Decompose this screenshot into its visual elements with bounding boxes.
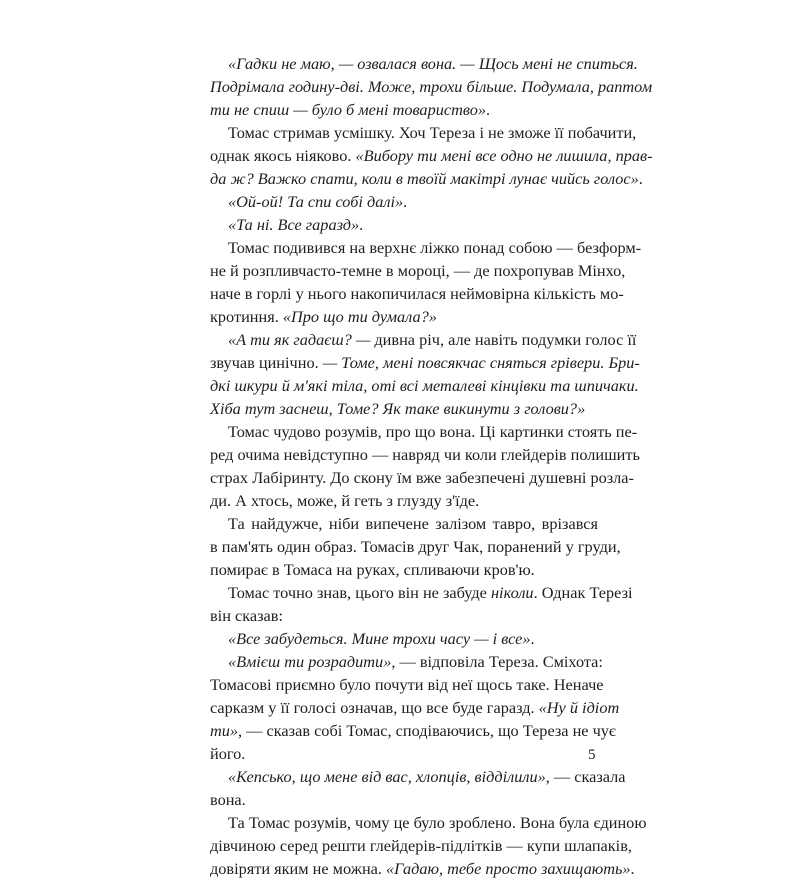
text-segment: , — сказав собі Томас, сподіваючись, що Тереза не чує [238, 721, 616, 740]
text-line [210, 765, 626, 788]
text-segment: Томас стримав усмішку. Хоч Тереза і не зможе її побачити, [228, 123, 637, 142]
text-line [210, 696, 620, 719]
text-segment: Томас чудово розумів, про що вона. Ці картинки стоять пе- [228, 422, 638, 441]
text-segment: дівчиною серед решти глейдерів-підлітків — купи шлапаків, [210, 836, 632, 855]
text-segment: страх Лабіринту. До скону їм вже забезпечені душевні розла- [210, 468, 634, 487]
text-segment: . Однак Терезі [533, 583, 633, 602]
text-line [210, 328, 637, 351]
italic-text: «Та ні. Все гаразд» [228, 215, 360, 234]
text-segment: , — відповіла Тереза. Сміхота: [391, 652, 603, 671]
text-line [210, 535, 621, 558]
text-segment: Томас подивився на верхнє ліжко понад собою — безформ- [228, 238, 642, 257]
italic-text: «Гадаю, тебе просто захищають» [386, 859, 631, 878]
italic-text: «А ти як гадаєш? — [228, 330, 371, 349]
text-line [210, 374, 639, 397]
text-line [210, 788, 598, 811]
text-segment: кротиння. [210, 307, 283, 326]
text-segment: . [485, 100, 491, 119]
text-segment: Та Томас розумів, чому це було зроблено. Вона була єдиною [228, 813, 647, 832]
text-segment: . [638, 169, 643, 188]
text-segment: звучав цинічно. [210, 353, 323, 372]
text-line [210, 213, 598, 236]
text-segment: . [630, 859, 635, 878]
text-line [210, 98, 598, 121]
text-segment: в пам'ять один образ. Томасів друг Чак, поранений у груди, [210, 537, 621, 556]
italic-text: ніколи [490, 583, 534, 602]
text-line [210, 581, 633, 604]
text-segment: ред очима невідступно — навряд чи коли глейдерів полишить [210, 445, 640, 464]
text-line [210, 650, 603, 673]
text-segment: не й розпливчасто-темне в мороці, — де похропував Мінхо, [210, 261, 626, 280]
text-line [210, 742, 598, 765]
text-segment: дивна річ, але навіть подумки голос її [370, 330, 637, 349]
text-segment: вона. [210, 790, 246, 809]
text-line [210, 397, 598, 420]
text-line [210, 351, 640, 374]
text-line [210, 558, 598, 581]
text-segment: . [530, 629, 535, 648]
italic-text: «Ну й ідіот [538, 698, 620, 717]
text-line [210, 811, 647, 834]
text-line [210, 857, 635, 880]
page-number: 5 [588, 747, 596, 763]
text-segment: він сказав: [210, 606, 283, 625]
text-line [210, 489, 598, 512]
text-segment: однак якось ніяково. [210, 146, 356, 165]
text-line [210, 52, 638, 75]
text-segment: довіряти яким не можна. [210, 859, 387, 878]
text-line [210, 466, 634, 489]
text-line [210, 420, 638, 443]
text-line [210, 190, 598, 213]
text-line [210, 167, 643, 190]
italic-text: «Вмієш ти розрадити» [228, 652, 392, 671]
text-segment: наче в горлі у нього накопичилася неймовірна кількість мо- [210, 284, 624, 303]
text-line [210, 259, 626, 282]
italic-text: да ж? Важко спати, коли в твоїй макітрі лунає чийсь голос» [210, 169, 639, 188]
italic-text: «Про що ти думала?» [282, 307, 437, 326]
italic-text: ти» [210, 721, 239, 740]
text-line [210, 236, 642, 259]
italic-text: — Томе, мені повсякчас сняться грівери. Бри- [322, 353, 640, 372]
text-line [210, 282, 624, 305]
italic-text: Подрімала годину-дві. Може, трохи більше. Подумала, раптом [210, 77, 653, 96]
body-text [210, 52, 653, 880]
italic-text: «Ой-ой! Та спи собі далі» [228, 192, 404, 211]
text-line [210, 75, 653, 98]
text-line [210, 834, 632, 857]
italic-text: «Гадки не маю, — озвалася вона. — Щось мені не спиться. [228, 54, 638, 73]
text-segment: , — сказала [545, 767, 626, 786]
text-line [210, 305, 598, 328]
italic-text: «Кепсько, що мене від вас, хлопців, відділили» [228, 767, 546, 786]
text-segment: . [403, 192, 408, 211]
text-segment: . [359, 215, 364, 234]
text-line [210, 673, 604, 696]
italic-text: «Все забудеться. Мине трохи часу — і все» [228, 629, 531, 648]
text-line [210, 121, 637, 144]
text-line [210, 604, 598, 627]
text-segment: помирає в Томаса на руках, спливаючи кров'ю. [210, 560, 535, 579]
italic-text: дкі шкури й м'які тіла, оті всі металеві кінцівки та шпичаки. [210, 376, 639, 395]
text-line [210, 144, 653, 167]
text-line [210, 512, 598, 535]
text-line [210, 627, 598, 650]
italic-text: «Вибору ти мені все одно не лишила, прав- [355, 146, 653, 165]
text-segment: його. [210, 744, 246, 763]
text-segment: Та найдужче, ніби випечене залізом тавро, врізався [228, 514, 598, 533]
text-segment: Томасові приємно було почути від неї щось таке. Неначе [210, 675, 604, 694]
text-segment: Томас точно знав, цього він не забуде [228, 583, 491, 602]
italic-text: Хіба тут заснеш, Томе? Як таке викинути з голови?» [210, 399, 586, 418]
text-line [210, 719, 616, 742]
italic-text: ти не спиш — було б мені товариство» [210, 100, 486, 119]
text-segment: ди. А хтось, може, й геть з глузду з'їде. [210, 491, 480, 510]
text-line [210, 443, 640, 466]
text-segment: сарказм у її голосі означав, що все буде гаразд. [210, 698, 539, 717]
